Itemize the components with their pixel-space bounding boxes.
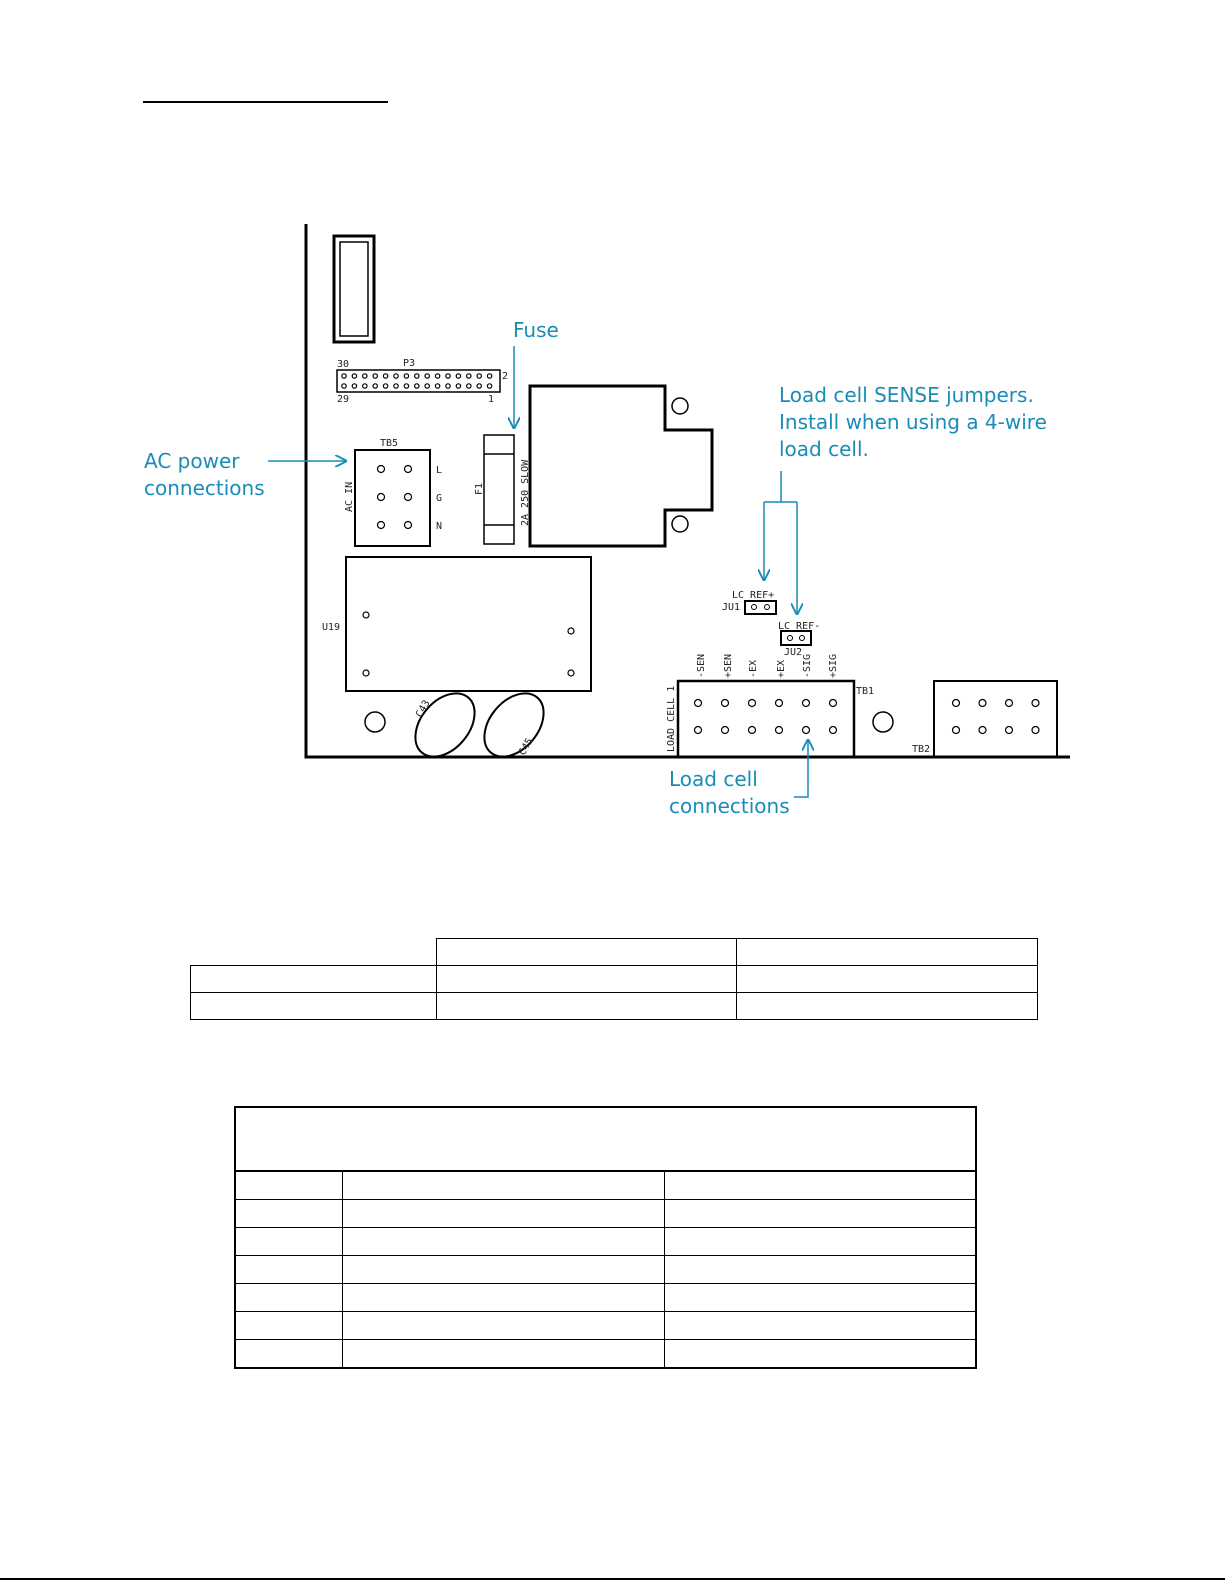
p3-pin	[404, 374, 408, 378]
tb1-pin	[722, 700, 729, 707]
tb1-pin	[749, 727, 756, 734]
pin-sen-minus-label: -SEN	[696, 653, 707, 678]
tb1-pin	[749, 700, 756, 707]
tb1-pin	[776, 727, 783, 734]
table-cell	[235, 1340, 342, 1369]
table-cell	[235, 1171, 342, 1200]
tb1-pin	[695, 700, 702, 707]
table-cell	[436, 993, 737, 1020]
table-cell	[665, 1171, 976, 1200]
table-row	[235, 1284, 976, 1312]
p3-pin	[467, 384, 471, 388]
tb5-label: TB5	[380, 438, 399, 449]
transformer	[530, 386, 712, 546]
p3-pin	[383, 374, 387, 378]
table-cell	[342, 1340, 664, 1369]
callout-load-cell-line2: connections	[669, 794, 790, 818]
f1-label: F1	[474, 482, 485, 495]
pin-sig-minus-label: -SIG	[802, 653, 813, 678]
tb5-pin	[405, 494, 412, 501]
table-cell	[737, 939, 1038, 966]
tb1-pin	[830, 700, 837, 707]
p3-pin	[435, 374, 439, 378]
table-cell	[191, 966, 437, 993]
tb5-pin	[405, 522, 412, 529]
tb1-pins	[695, 700, 837, 734]
tb5-pins	[378, 466, 412, 529]
tb2-label: TB2	[912, 744, 931, 755]
callout-fuse: Fuse	[513, 318, 559, 342]
p3-pin	[415, 384, 419, 388]
tb2-pin	[1006, 727, 1013, 734]
tb1-pin	[776, 700, 783, 707]
tb1-pin	[803, 727, 810, 734]
tb2-pin	[979, 700, 986, 707]
tb2-pin	[1006, 700, 1013, 707]
p3-pin	[425, 374, 429, 378]
ju2-label: JU2	[784, 647, 803, 658]
table-cell	[665, 1284, 976, 1312]
n-label: N	[436, 521, 443, 532]
pin-sen-plus-label: +SEN	[723, 653, 734, 678]
tb5-pin	[378, 494, 385, 501]
tb2-pin	[979, 727, 986, 734]
u19-label: U19	[322, 622, 341, 633]
table-cell	[191, 993, 437, 1020]
callout-sense-bracket	[764, 471, 797, 502]
table-row	[235, 1256, 976, 1284]
p3-pin2-label: 2	[502, 371, 509, 382]
p3-pin	[373, 384, 377, 388]
table-cell	[665, 1200, 976, 1228]
load-cell-1-label: LOAD CELL 1	[666, 685, 677, 752]
p3-pin	[342, 384, 346, 388]
pin-sig-plus-label: +SIG	[828, 653, 839, 678]
tb2-pin	[1032, 727, 1039, 734]
table-cell	[665, 1340, 976, 1369]
fuse-f1	[484, 435, 514, 544]
jumper-ju1	[745, 601, 776, 614]
tb5-pin	[405, 466, 412, 473]
p3-pin	[456, 384, 460, 388]
table-header-cell	[235, 1107, 976, 1171]
table-cell	[342, 1312, 664, 1340]
jumper-ju2	[781, 631, 811, 645]
callout-sense-line3: load cell.	[779, 437, 869, 461]
p3-pin	[446, 384, 450, 388]
p3-pin	[415, 374, 419, 378]
table-row	[235, 1228, 976, 1256]
table-cell	[342, 1228, 664, 1256]
table-1	[190, 938, 1038, 1020]
p3-pin	[456, 374, 460, 378]
table-cell	[665, 1312, 976, 1340]
lc-ref-minus-label: LC_REF-	[778, 621, 821, 632]
capacitor-c43	[403, 682, 486, 768]
table-row	[191, 993, 1038, 1020]
footer-rule	[0, 1578, 1225, 1580]
table-cell	[191, 939, 437, 966]
tb1-label: TB1	[856, 686, 875, 697]
table-cell	[235, 1200, 342, 1228]
p3-pin	[404, 384, 408, 388]
tb1-pin	[803, 700, 810, 707]
table-cell	[665, 1256, 976, 1284]
table-cell	[342, 1171, 664, 1200]
l-label: L	[436, 465, 443, 476]
c43-label: C43	[414, 698, 433, 720]
callout-load-cell-arrow	[794, 740, 808, 797]
p3-pin	[446, 374, 450, 378]
p3-pin1-label: 1	[488, 394, 495, 405]
tb2-terminal	[934, 681, 1057, 757]
table-cell	[665, 1228, 976, 1256]
p3-pin	[435, 384, 439, 388]
tb2-pin	[953, 727, 960, 734]
p3-pin30-label: 30	[337, 359, 350, 370]
tb5-pin	[378, 522, 385, 529]
table-row	[235, 1312, 976, 1340]
table-cell	[342, 1284, 664, 1312]
table-cell	[235, 1256, 342, 1284]
p3-pin	[373, 374, 377, 378]
table-cell	[235, 1312, 342, 1340]
p3-pin	[363, 374, 367, 378]
tb1-pin	[695, 727, 702, 734]
table-cell	[235, 1284, 342, 1312]
table-cell	[737, 993, 1038, 1020]
p3-header	[337, 370, 500, 392]
callout-ac-power-line2: connections	[144, 476, 265, 500]
table-cell	[235, 1228, 342, 1256]
table-row	[191, 939, 1038, 966]
table-cell	[342, 1256, 664, 1284]
table-row	[191, 966, 1038, 993]
table-2	[234, 1106, 977, 1369]
tb2-pin	[953, 700, 960, 707]
table-cell	[342, 1200, 664, 1228]
callout-load-cell-line1: Load cell	[669, 767, 758, 791]
p3-label: P3	[403, 358, 416, 369]
table-cell	[737, 966, 1038, 993]
p3-pin	[487, 374, 491, 378]
capacitor-c45	[472, 682, 555, 768]
table-row	[235, 1171, 976, 1200]
tb1-pin	[722, 727, 729, 734]
tb2-pins	[953, 700, 1040, 734]
p3-pin	[352, 374, 356, 378]
ac-in-label: AC IN	[344, 481, 355, 512]
p3-pin	[487, 384, 491, 388]
tb2-pin	[1032, 700, 1039, 707]
table-row	[235, 1200, 976, 1228]
table-header-row	[235, 1107, 976, 1171]
tb1-pin	[830, 727, 837, 734]
board-outline	[306, 224, 1070, 757]
p3-pin	[477, 374, 481, 378]
p3-pin	[394, 384, 398, 388]
p3-pin	[467, 374, 471, 378]
p3-pin29-label: 29	[337, 394, 350, 405]
table-row	[235, 1340, 976, 1369]
lc-ref-plus-label: LC_REF+	[732, 590, 775, 601]
c45-label: C45	[517, 736, 536, 758]
tb1-terminal	[678, 681, 854, 757]
pin-ex-plus-label: +EX	[776, 659, 787, 678]
p3-pin	[394, 374, 398, 378]
p3-pin	[425, 384, 429, 388]
callout-sense-line2: Install when using a 4-wire	[779, 410, 1047, 434]
fuse-rating-label: 2A 250 SLOW	[520, 459, 531, 526]
tb5-pin	[378, 466, 385, 473]
p3-pin	[477, 384, 481, 388]
p3-pin	[363, 384, 367, 388]
ju1-label: JU1	[722, 602, 741, 613]
tb5-terminal	[355, 450, 430, 546]
g-label: G	[436, 493, 443, 504]
mounting-hole	[873, 712, 893, 732]
p3-pin	[383, 384, 387, 388]
p3-pin	[352, 384, 356, 388]
p3-header-pins	[342, 374, 492, 388]
pin-ex-minus-label: -EX	[748, 659, 759, 678]
table-cell	[436, 939, 737, 966]
callout-ac-power-line1: AC power	[144, 449, 240, 473]
callout-sense-line1: Load cell SENSE jumpers.	[779, 383, 1034, 407]
u19-module	[346, 557, 591, 691]
p3-pin	[342, 374, 346, 378]
table-cell	[436, 966, 737, 993]
mounting-hole	[365, 712, 385, 732]
